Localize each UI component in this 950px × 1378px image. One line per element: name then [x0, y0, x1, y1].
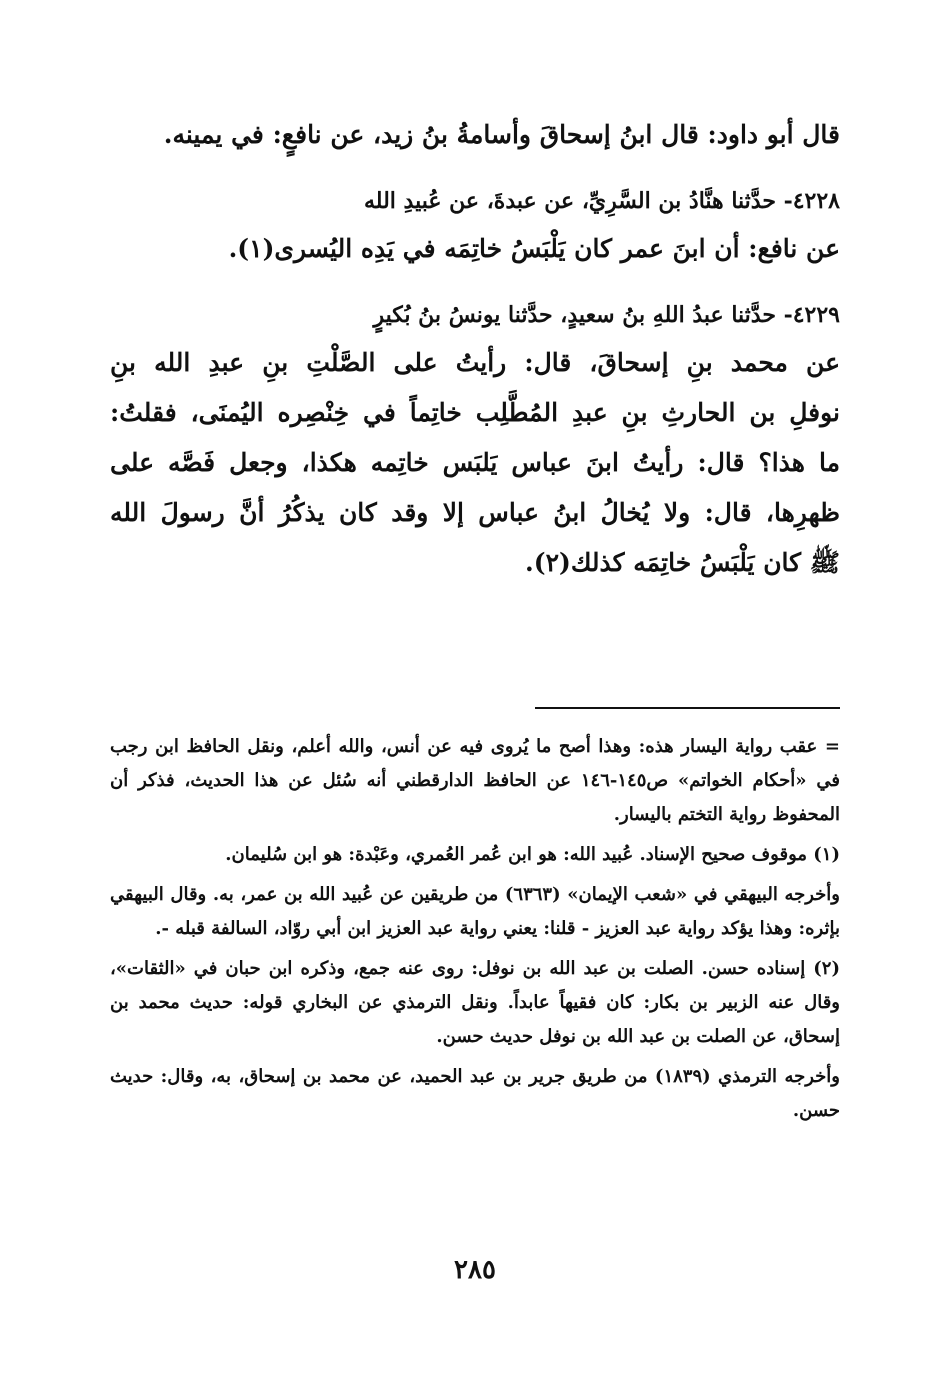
- main-text: [110, 110, 840, 588]
- hadith-4229-text: [110, 338, 840, 588]
- paragraph-abu-dawud-note: قال أبو داود: قال ابنُ إسحاقَ وأسامةُ بنُ زيد، عن نافعٍ: في يمينه.: [163, 120, 840, 149]
- hadith-4229-line: ﷺ كان يَلْبَسُ خاتِمَه كذلك(٢).: [525, 548, 840, 577]
- page-number: ٢٨٥: [454, 1255, 496, 1285]
- hadith-4229-line: عن محمد بنِ إسحاقَ، قال: رأيتُ على الصَّلْتِ بنِ عبدِ الله بنِ: [110, 348, 840, 377]
- footnote-divider: [535, 707, 840, 709]
- hadith-4228-chain: ٤٢٢٨- حدَّثنا هنَّادُ بن السَّرِيِّ، عن عبدةَ، عن عُبيدِ الله: [364, 188, 840, 214]
- footnote-continuation: = عقب رواية اليسار هذه: وهذا أصح ما يُروى فيه عن أنس، والله أعلم، ونقل الحافظ ابن رجب في «أحكام الخواتم» ص١٤٥-١٤٦ عن الحافظ الدارقطني أنه سُئل عن هذا الحديث، فذكر أن المحفوظ رواية التختم باليسار.: [110, 736, 840, 825]
- footnote-2: (٢) إسناده حسن. الصلت بن عبد الله بن نوفل: روى عنه جمع، وذكره ابن حبان في «الثقات»، وقال عنه الزبير بن بكار: كان فقيهاً عابداً. ونقل الترمذي عن البخاري قوله: حديث محمد بن إسحاق، عن الصلت بن عبد الله بن نوفل حديث حسن.: [110, 958, 840, 1047]
- footnote-1: (١) موقوف صحيح الإسناد. عُبيد الله: هو ابن عُمر العُمري، وعَبْدة: هو ابن سُليمان.: [225, 844, 840, 865]
- hadith-4229-line: ما هذا؟ قال: رأيتُ ابنَ عباس يَلبَس خاتِمه هكذا، وجعل فَصَّه على: [110, 448, 840, 477]
- footnotes: [110, 730, 840, 1134]
- hadith-4229-line: ظهرِها، قال: ولا يُخالُ ابنُ عباس إلا وقد كان يذكُرُ أنَّ رسولَ الله: [110, 498, 840, 527]
- footnote-2-extra: وأخرجه الترمذي (١٨٣٩) من طريق جرير بن عبد الحميد، عن محمد بن إسحاق، به، وقال: حديث حسن.: [110, 1066, 840, 1121]
- hadith-4229-line: نوفلِ بن الحارثِ بنِ عبدِ المُطَّلِب خاتِماً في خِنْصِره اليُمنَى، فقلتُ:: [110, 398, 840, 427]
- hadith-4229-chain: ٤٢٢٩- حدَّثنا عبدُ اللهِ بنُ سعيدٍ، حدَّثنا يونسُ بنُ بُكيرٍ: [373, 302, 840, 328]
- hadith-4228-text: عن نافع: أن ابنَ عمر كان يَلْبَسُ خاتِمَه في يَدِه اليُسرى(١).: [228, 234, 840, 263]
- footnote-1-extra: وأخرجه البيهقي في «شعب الإيمان» (٦٣٦٣) من طريقين عن عُبيد الله بن عمر، به. وقال البيهقي بإثره: وهذا يؤكد رواية عبد العزيز - قلنا: يعني رواية عبد العزيز ابن أبي روّاد، السالفة قبله -.: [110, 884, 840, 939]
